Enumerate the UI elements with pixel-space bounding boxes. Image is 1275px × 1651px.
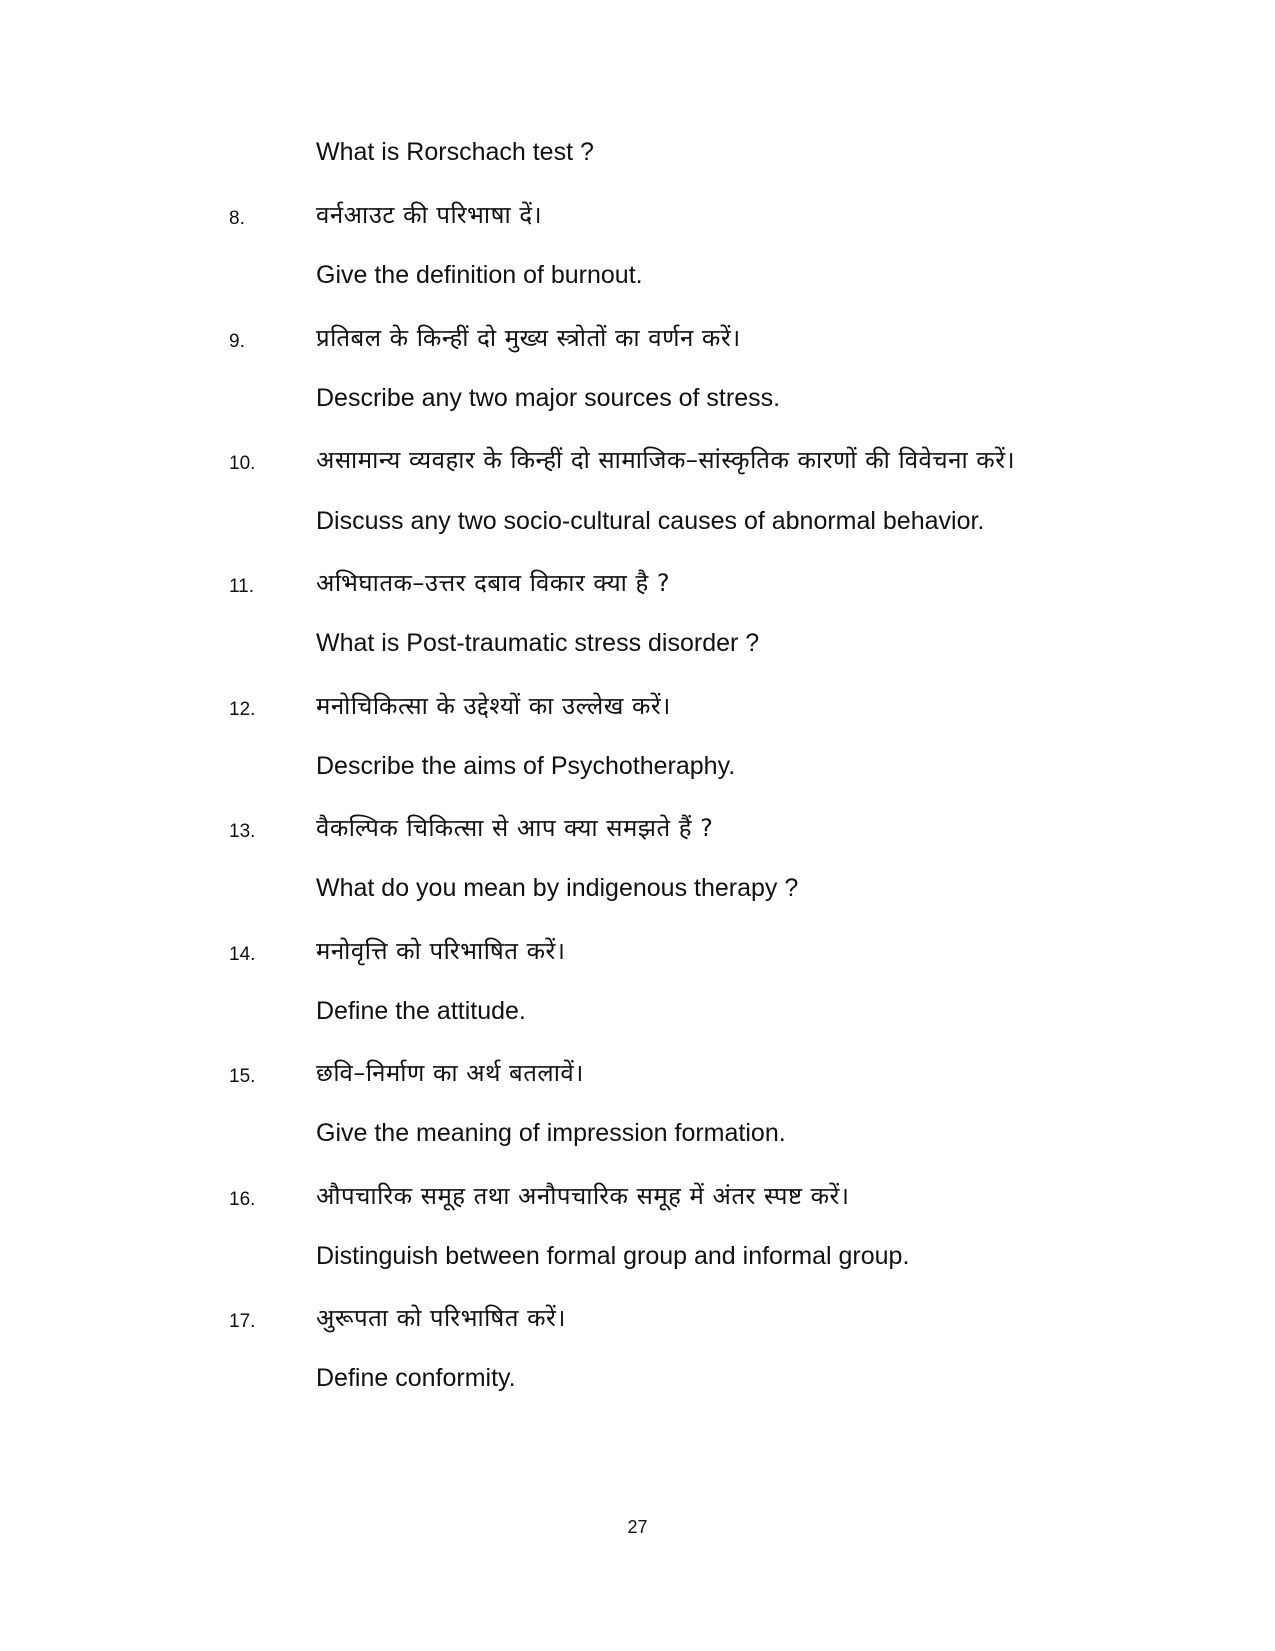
english-text: Give the definition of burnout. — [316, 261, 643, 289]
question-12-hindi-line — [0, 687, 1275, 727]
question-number: 11. — [229, 576, 255, 597]
question-12-english-line — [0, 748, 1275, 788]
english-text: What is Rorschach test ? — [316, 138, 594, 166]
question-number: 10. — [229, 453, 256, 474]
hindi-text: छवि–निर्माण का अर्थ बतलावें। — [316, 1059, 584, 1087]
english-text: Discuss any two socio-cultural causes of abnormal behavior. — [316, 507, 985, 535]
question-number: 9. — [229, 331, 245, 352]
question-8-english-line — [0, 257, 1275, 297]
hindi-text: मनोचिकित्सा के उद्देश्यों का उल्लेख करें। — [316, 692, 671, 720]
english-text: What is Post-traumatic stress disorder ? — [316, 629, 760, 657]
question-number: 12. — [229, 699, 256, 720]
question-15-english-line — [0, 1115, 1275, 1155]
question-16-english-line — [0, 1238, 1275, 1278]
question-number: 17. — [229, 1311, 256, 1332]
english-text: What do you mean by indigenous therapy ? — [316, 874, 799, 902]
question-14-english-line — [0, 993, 1275, 1033]
question-number: 16. — [229, 1189, 256, 1210]
hindi-text: असामान्य व्यवहार के किन्हीं दो सामाजिक–सांस्कृतिक कारणों की विवेचना करें। — [316, 446, 1016, 474]
question-number: 15. — [229, 1066, 256, 1087]
english-text: Define conformity. — [316, 1364, 516, 1392]
question-15-hindi-line — [0, 1054, 1275, 1094]
question-9-english-line — [0, 380, 1275, 420]
hindi-text: अुरूपता को परिभाषित करें। — [316, 1304, 566, 1332]
english-text: Describe the aims of Psychotheraphy. — [316, 752, 736, 780]
question-7-english-line — [0, 134, 1275, 174]
question-8-hindi-line — [0, 196, 1275, 236]
question-17-hindi-line — [0, 1299, 1275, 1339]
question-16-hindi-line — [0, 1177, 1275, 1217]
question-number: 13. — [229, 821, 256, 842]
question-13-hindi-line — [0, 809, 1275, 849]
question-11-english-line — [0, 625, 1275, 665]
english-text: Define the attitude. — [316, 997, 526, 1025]
hindi-text: वर्नआउट की परिभाषा दें। — [316, 201, 543, 229]
hindi-text: मनोवृत्ति को परिभाषित करें। — [316, 937, 566, 965]
hindi-text: वैकल्पिक चिकित्सा से आप क्या समझते हैं ? — [316, 814, 714, 842]
question-10-english-line — [0, 503, 1275, 543]
hindi-text: अभिघातक–उत्तर दबाव विकार क्या है ? — [316, 569, 671, 597]
english-text: Describe any two major sources of stress. — [316, 384, 781, 412]
english-text: Give the meaning of impression formation. — [316, 1119, 786, 1147]
english-text: Distinguish between formal group and informal group. — [316, 1242, 910, 1270]
hindi-text: औपचारिक समूह तथा अनौपचारिक समूह में अंतर स्पष्ट करें। — [316, 1182, 850, 1210]
question-11-hindi-line — [0, 564, 1275, 604]
question-number: 14. — [229, 944, 256, 965]
question-13-english-line — [0, 870, 1275, 910]
question-10-hindi-line — [0, 441, 1275, 481]
hindi-text: प्रतिबल के किन्हीं दो मुख्य स्त्रोतों का वर्णन करें। — [316, 324, 741, 352]
page-number: 27 — [627, 1517, 648, 1537]
question-9-hindi-line — [0, 319, 1275, 359]
question-17-english-line — [0, 1360, 1275, 1400]
question-14-hindi-line — [0, 932, 1275, 972]
question-number: 8. — [229, 208, 245, 229]
